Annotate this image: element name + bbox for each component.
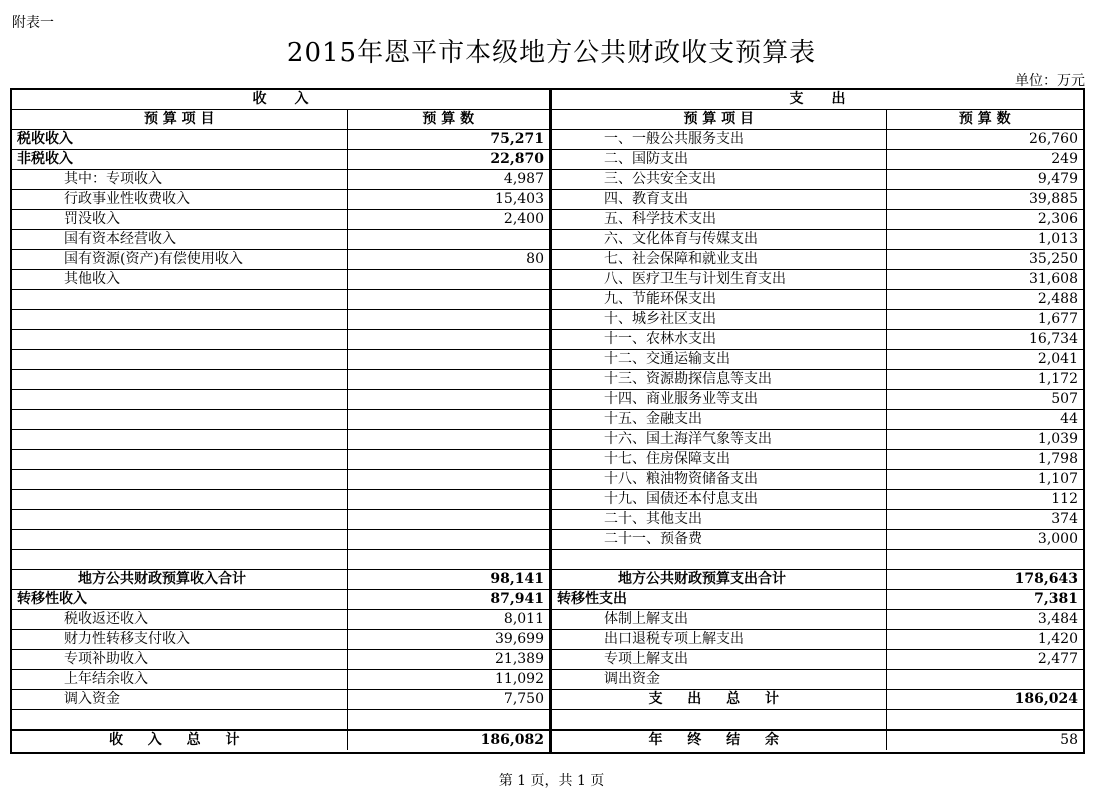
- expense-row: [552, 230, 1083, 250]
- empty-cell: [347, 310, 549, 330]
- expense-item-name: 三、公共安全支出: [552, 170, 886, 190]
- expense-total-row: [552, 690, 1083, 710]
- income-row: [12, 230, 549, 250]
- expense-item-name: 十七、住房保障支出: [552, 450, 886, 470]
- income-transfer-item-value: 39,699: [347, 630, 549, 650]
- unit-label: 单位：万元: [1015, 73, 1085, 89]
- income-item-value: 75,271: [347, 130, 549, 150]
- expense-item-name: 十三、资源勘探信息等支出: [552, 370, 886, 390]
- expense-total-label: 支 出 总 计: [552, 690, 886, 710]
- expense-item-name: 二十一、预备费: [552, 530, 886, 550]
- expense-row: [552, 490, 1083, 510]
- income-empty-row: [12, 290, 549, 310]
- expense-transfer-item-row: [552, 670, 1083, 690]
- expense-transfer-item-value: [886, 670, 1083, 690]
- income-column-header: [12, 110, 549, 130]
- expense-item-name: 十九、国债还本付息支出: [552, 490, 886, 510]
- expense-transfer-item-row: [552, 610, 1083, 630]
- income-panel: [12, 90, 549, 750]
- expense-transfer-label: 转移性支出: [552, 590, 886, 610]
- expense-item-name: 十四、商业服务业等支出: [552, 390, 886, 410]
- expense-transfer-item-row: [552, 650, 1083, 670]
- expense-col-amount: 预 算 数: [886, 110, 1083, 130]
- income-item-value: 80: [347, 250, 549, 270]
- expense-transfer-value: 7,381: [886, 590, 1083, 610]
- income-transfer-item-name: 财力性转移支付收入: [12, 630, 347, 650]
- income-empty-row: [12, 530, 549, 550]
- expense-column-header: [552, 110, 1083, 130]
- income-transfer-item-row: [12, 630, 549, 650]
- page-footer: 第 1 页，共 1 页: [498, 773, 605, 789]
- empty-cell: [12, 290, 347, 310]
- expense-row: [552, 430, 1083, 450]
- expense-item-value: 31,608: [886, 270, 1083, 290]
- income-item-name: 其中：专项收入: [12, 170, 347, 190]
- expense-item-value: 44: [886, 410, 1083, 430]
- empty-cell: [552, 710, 886, 731]
- income-empty-row: [12, 490, 549, 510]
- expense-item-value: 9,479: [886, 170, 1083, 190]
- income-empty-row: [12, 450, 549, 470]
- appendix-label: 附表一: [12, 15, 54, 31]
- empty-cell: [347, 490, 549, 510]
- expense-row: [552, 350, 1083, 370]
- empty-cell: [12, 350, 347, 370]
- expense-item-name: 五、科学技术支出: [552, 210, 886, 230]
- income-transfer-label: 转移性收入: [12, 590, 347, 610]
- empty-cell: [12, 550, 347, 570]
- expense-transfer-item-name: 体制上解支出: [552, 610, 886, 630]
- empty-cell: [347, 450, 549, 470]
- empty-cell: [552, 550, 886, 570]
- empty-cell: [347, 550, 549, 570]
- income-row: [12, 170, 549, 190]
- expense-transfer-item-name: 出口退税专项上解支出: [552, 630, 886, 650]
- income-empty-row: [12, 510, 549, 530]
- income-subtotal-row: [12, 570, 549, 590]
- income-empty-row: [12, 550, 549, 570]
- income-item-value: 4,987: [347, 170, 549, 190]
- empty-cell: [12, 310, 347, 330]
- empty-cell: [347, 370, 549, 390]
- expense-row: [552, 330, 1083, 350]
- income-row: [12, 270, 549, 290]
- income-col-amount: 预 算 数: [347, 110, 549, 130]
- expense-row: [552, 370, 1083, 390]
- empty-cell: [347, 470, 549, 490]
- income-empty-row: [12, 350, 549, 370]
- empty-cell: [12, 330, 347, 350]
- expense-transfer-item-row: [552, 630, 1083, 650]
- income-table-body: [12, 90, 549, 750]
- expense-transfer-row: [552, 590, 1083, 610]
- income-empty-row: [12, 410, 549, 430]
- empty-cell: [886, 710, 1083, 731]
- empty-cell: [12, 390, 347, 410]
- income-total-row: [12, 730, 549, 750]
- empty-cell: [12, 710, 347, 731]
- empty-cell: [12, 470, 347, 490]
- expense-table-body: [552, 90, 1083, 750]
- expense-row: [552, 150, 1083, 170]
- income-row: [12, 150, 549, 170]
- empty-cell: [347, 330, 549, 350]
- expense-item-value: 1,798: [886, 450, 1083, 470]
- expense-subtotal-row: [552, 570, 1083, 590]
- income-spacer-row: [12, 710, 549, 731]
- empty-cell: [347, 430, 549, 450]
- expense-row: [552, 510, 1083, 530]
- expense-item-value: 2,041: [886, 350, 1083, 370]
- expense-transfer-item-value: 3,484: [886, 610, 1083, 630]
- expense-item-value: 26,760: [886, 130, 1083, 150]
- empty-cell: [347, 530, 549, 550]
- expense-item-value: 1,172: [886, 370, 1083, 390]
- expense-item-value: 2,488: [886, 290, 1083, 310]
- balance-value: 58: [886, 730, 1083, 750]
- income-transfer-item-value: 8,011: [347, 610, 549, 630]
- expense-transfer-item-name: 专项上解支出: [552, 650, 886, 670]
- expense-row: [552, 130, 1083, 150]
- income-item-name: 其他收入: [12, 270, 347, 290]
- expense-row: [552, 450, 1083, 470]
- expense-empty-row: [552, 550, 1083, 570]
- empty-cell: [347, 410, 549, 430]
- income-row: [12, 210, 549, 230]
- income-transfer-item-value: 11,092: [347, 670, 549, 690]
- expense-row: [552, 410, 1083, 430]
- income-transfer-item-row: [12, 690, 549, 710]
- income-empty-row: [12, 470, 549, 490]
- income-subtotal-value: 98,141: [347, 570, 549, 590]
- income-item-value: 22,870: [347, 150, 549, 170]
- expense-item-value: 35,250: [886, 250, 1083, 270]
- income-total-value: 186,082: [347, 730, 549, 750]
- income-item-value: [347, 270, 549, 290]
- income-empty-row: [12, 370, 549, 390]
- expense-row: [552, 530, 1083, 550]
- expense-item-value: 3,000: [886, 530, 1083, 550]
- expense-item-name: 一、一般公共服务支出: [552, 130, 886, 150]
- income-transfer-item-name: 调入资金: [12, 690, 347, 710]
- empty-cell: [347, 350, 549, 370]
- expense-subtotal-label: 地方公共财政预算支出合计: [552, 570, 886, 590]
- empty-cell: [886, 550, 1083, 570]
- income-item-name: 国有资本经营收入: [12, 230, 347, 250]
- expense-transfer-item-name: 调出资金: [552, 670, 886, 690]
- expense-item-value: 39,885: [886, 190, 1083, 210]
- expense-item-name: 二、国防支出: [552, 150, 886, 170]
- balance-label: 年 终 结 余: [552, 730, 886, 750]
- expense-item-name: 十一、农林水支出: [552, 330, 886, 350]
- expense-transfer-item-value: 1,420: [886, 630, 1083, 650]
- expense-transfer-item-value: 2,477: [886, 650, 1083, 670]
- expense-row: [552, 390, 1083, 410]
- income-transfer-item-name: 上年结余收入: [12, 670, 347, 690]
- income-transfer-item-row: [12, 650, 549, 670]
- expense-section-title: 支 出: [552, 90, 1083, 110]
- income-section-header: [12, 90, 549, 110]
- empty-cell: [12, 510, 347, 530]
- expense-item-name: 六、文化体育与传媒支出: [552, 230, 886, 250]
- income-empty-row: [12, 310, 549, 330]
- income-transfer-row: [12, 590, 549, 610]
- income-row: [12, 130, 549, 150]
- expense-item-value: 1,013: [886, 230, 1083, 250]
- income-item-value: 15,403: [347, 190, 549, 210]
- expense-item-value: 16,734: [886, 330, 1083, 350]
- income-item-value: [347, 230, 549, 250]
- empty-cell: [347, 390, 549, 410]
- expense-item-value: 112: [886, 490, 1083, 510]
- income-transfer-value: 87,941: [347, 590, 549, 610]
- expense-item-value: 374: [886, 510, 1083, 530]
- expense-item-name: 十六、国土海洋气象等支出: [552, 430, 886, 450]
- income-row: [12, 190, 549, 210]
- expense-item-value: 249: [886, 150, 1083, 170]
- expense-total-value: 186,024: [886, 690, 1083, 710]
- expense-subtotal-value: 178,643: [886, 570, 1083, 590]
- empty-cell: [12, 490, 347, 510]
- income-transfer-item-value: 7,750: [347, 690, 549, 710]
- income-item-name: 罚没收入: [12, 210, 347, 230]
- income-item-name: 税收收入: [12, 130, 347, 150]
- income-transfer-item-name: 税收返还收入: [12, 610, 347, 630]
- expense-item-name: 二十、其他支出: [552, 510, 886, 530]
- empty-cell: [12, 430, 347, 450]
- income-row: [12, 250, 549, 270]
- income-col-item: 预 算 项 目: [12, 110, 347, 130]
- expense-item-name: 四、教育支出: [552, 190, 886, 210]
- expense-item-name: 九、节能环保支出: [552, 290, 886, 310]
- expense-row: [552, 170, 1083, 190]
- expense-spacer-row: [552, 710, 1083, 731]
- page-title: 2015年恩平市本级地方公共财政收支预算表: [286, 38, 817, 68]
- empty-cell: [12, 530, 347, 550]
- expense-item-name: 八、医疗卫生与计划生育支出: [552, 270, 886, 290]
- empty-cell: [12, 410, 347, 430]
- expense-item-value: 1,039: [886, 430, 1083, 450]
- income-section-title: 收 入: [12, 90, 549, 110]
- expense-row: [552, 210, 1083, 230]
- income-empty-row: [12, 430, 549, 450]
- income-item-value: 2,400: [347, 210, 549, 230]
- income-subtotal-label: 地方公共财政预算收入合计: [12, 570, 347, 590]
- expense-row: [552, 310, 1083, 330]
- expense-item-name: 十二、交通运输支出: [552, 350, 886, 370]
- expense-row: [552, 270, 1083, 290]
- empty-cell: [347, 510, 549, 530]
- expense-item-value: 1,677: [886, 310, 1083, 330]
- empty-cell: [347, 710, 549, 731]
- expense-item-value: 507: [886, 390, 1083, 410]
- balance-row: [552, 730, 1083, 750]
- expense-item-value: 1,107: [886, 470, 1083, 490]
- expense-row: [552, 290, 1083, 310]
- income-empty-row: [12, 330, 549, 350]
- expense-item-name: 十、城乡社区支出: [552, 310, 886, 330]
- budget-table: [10, 88, 1085, 754]
- expense-col-item: 预 算 项 目: [552, 110, 886, 130]
- empty-cell: [347, 290, 549, 310]
- income-item-name: 国有资源(资产)有偿使用收入: [12, 250, 347, 270]
- empty-cell: [12, 370, 347, 390]
- expense-row: [552, 470, 1083, 490]
- empty-cell: [12, 450, 347, 470]
- expense-row: [552, 190, 1083, 210]
- expense-panel: [552, 90, 1083, 750]
- income-transfer-item-row: [12, 670, 549, 690]
- income-empty-row: [12, 390, 549, 410]
- income-item-name: 行政事业性收费收入: [12, 190, 347, 210]
- expense-item-name: 十五、金融支出: [552, 410, 886, 430]
- expense-item-name: 十八、粮油物资储备支出: [552, 470, 886, 490]
- income-transfer-item-name: 专项补助收入: [12, 650, 347, 670]
- income-item-name: 非税收入: [12, 150, 347, 170]
- expense-item-value: 2,306: [886, 210, 1083, 230]
- income-total-label: 收 入 总 计: [12, 730, 347, 750]
- expense-row: [552, 250, 1083, 270]
- income-transfer-item-value: 21,389: [347, 650, 549, 670]
- expense-section-header: [552, 90, 1083, 110]
- expense-item-name: 七、社会保障和就业支出: [552, 250, 886, 270]
- income-transfer-item-row: [12, 610, 549, 630]
